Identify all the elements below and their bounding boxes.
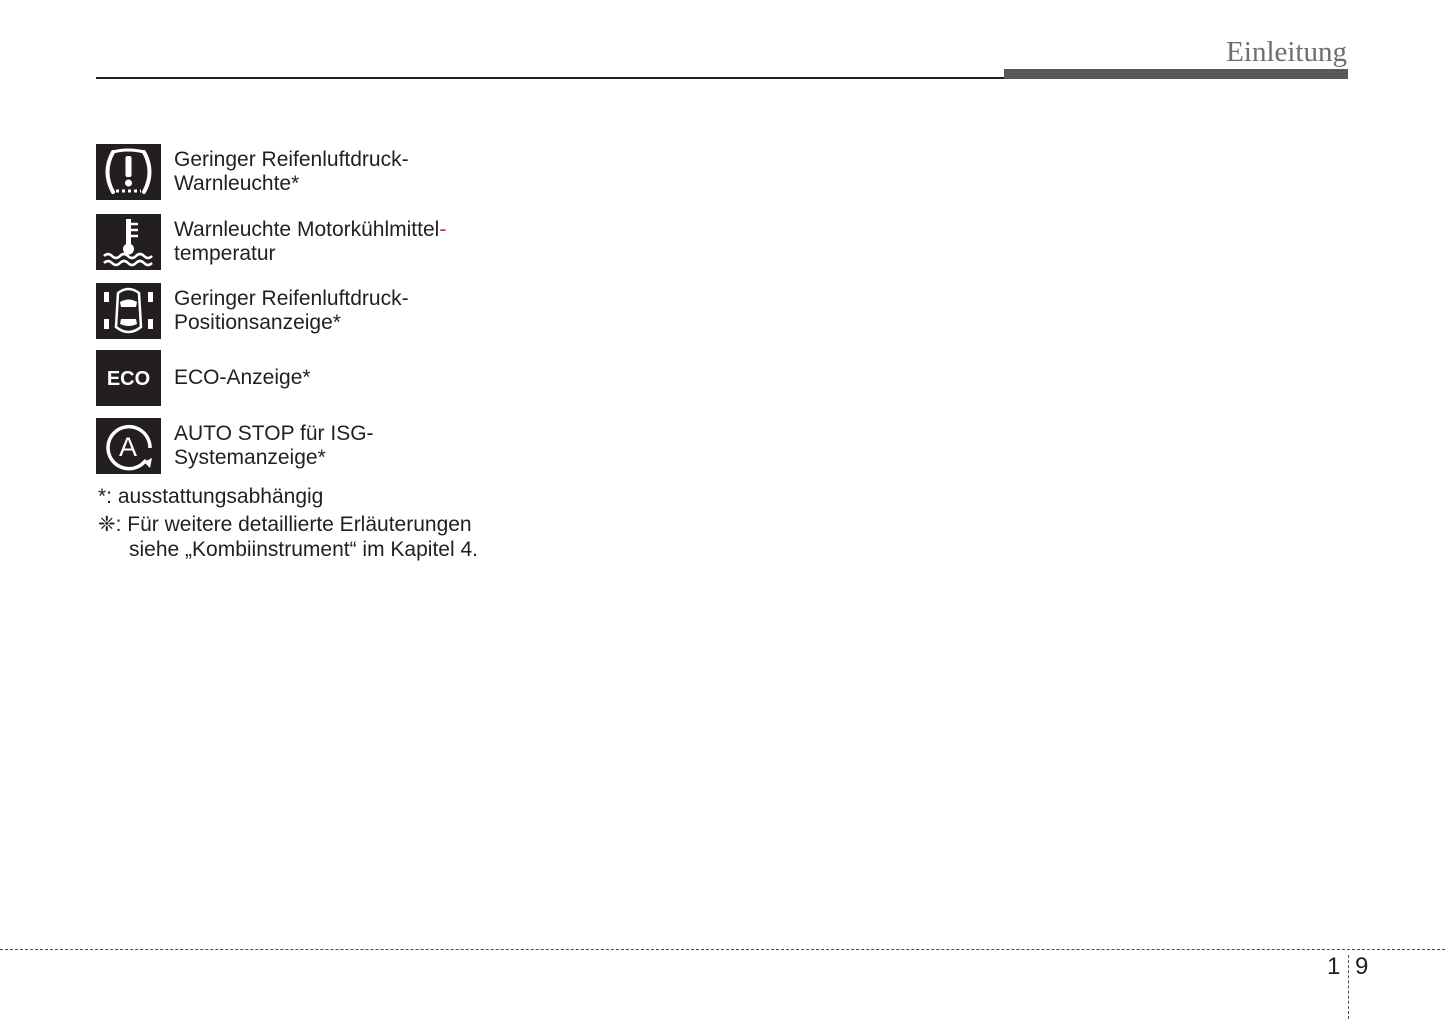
item-label-line2: Systemanzeige* [174,446,326,469]
header-bar [1004,69,1348,79]
footnotes [98,484,478,562]
eco-icon [96,350,161,406]
page-number-separator [1348,955,1349,1019]
tire-position-car-icon [96,283,161,339]
hyphen-mark: - [439,218,447,241]
footnote-equipment: *: ausstattungsabhängig [98,485,324,508]
footer-rule [0,949,1445,950]
indicator-item [96,350,696,406]
indicator-item [96,418,696,474]
item-label-line1: AUTO STOP für ISG- [174,422,374,445]
header-rule [96,77,1006,79]
auto-stop-icon-text: A [118,432,138,462]
item-label-line1: Geringer Reifenluftdruck- [174,287,409,310]
coolant-temperature-icon [96,214,161,270]
item-label-line2: Positionsanzeige* [174,311,341,334]
indicator-item [96,214,696,270]
indicator-item [96,144,696,200]
chapter-number: 1 [1327,953,1341,980]
footnote-details-continued: siehe „Kombiinstrument“ im Kapitel 4. [129,538,478,561]
item-label-line1: Geringer Reifenluftdruck- [174,148,409,171]
indicator-item [96,283,696,339]
item-label-line2: Warnleuchte* [174,172,300,195]
item-label-line1: Warnleuchte Motorkühlmittel [174,218,440,241]
tire-pressure-warning-icon [96,144,161,200]
eco-icon-text: ECO [106,368,151,390]
item-label-line2: temperatur [174,242,276,265]
page-title: Einleitung [1226,36,1347,68]
auto-stop-icon [96,418,161,474]
item-label-line1: ECO-Anzeige* [174,366,311,389]
page-number: 9 [1355,953,1369,980]
footnote-details: ❈: Für weitere detaillierte Erläuterungen [98,513,472,536]
